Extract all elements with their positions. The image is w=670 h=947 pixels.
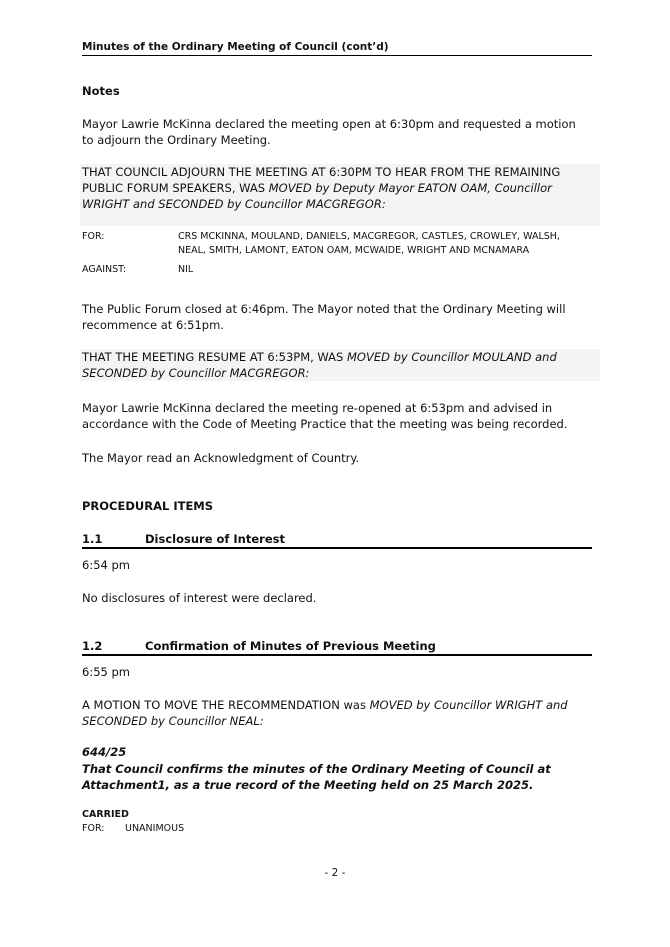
resolution-number: 644/25 [82,745,127,759]
vote-against-label: AGAINST: [82,264,127,275]
vote-against-value: NIL [178,264,194,275]
running-header: Minutes of the Ordinary Meeting of Council (cont’d) [82,41,592,56]
item-1-1-text: No disclosures of interest were declared. [82,591,317,605]
item-1-1-heading [82,532,592,549]
item-1-2-vote [82,823,382,837]
vote-for-value: CRS MCKINNA, MOULAND, DANIELS, MACGREGOR, CASTLES, CROWLEY, WALSH, NEAL, SMITH, LAMONT, EATON OAM, MCWAIDE, WRIGHT AND MCNAMARA [178,231,560,256]
page-number: - 2 - [324,867,346,879]
item-title: Confirmation of Minutes of Previous Meeting [145,639,436,653]
item-1-2-motion-moved: MOVED by Councillor WRIGHT and SECONDED by Councillor NEAL: [82,698,568,728]
forum-closed-paragraph: The Public Forum closed at 6:46pm. The Mayor noted that the Ordinary Meeting will recommence at 6:51pm. [82,302,566,332]
item-1-2-heading [82,639,592,656]
item-1-2-motion-lead: A MOTION TO MOVE THE RECOMMENDATION was [82,698,370,712]
vote-for-label: FOR: [82,823,105,834]
item-number: 1.1 [82,532,103,546]
vote-for-label: FOR: [82,231,105,242]
item-1-1-time: 6:54 pm [82,558,130,572]
adjourn-motion [80,164,600,226]
reopened-paragraph: Mayor Lawrie McKinna declared the meeting re-opened at 6:53pm and advised in accordance with the Code of Meeting Practice that the meeting was being recorded. [82,401,568,431]
resume-motion [80,349,600,381]
procedural-items-heading: PROCEDURAL ITEMS [82,499,214,513]
adjourn-vote-against [82,263,592,279]
item-title: Disclosure of Interest [145,532,285,546]
carried-label: CARRIED [82,809,129,820]
vote-for-value: UNANIMOUS [125,823,185,834]
adjourn-motion-lead: THAT COUNCIL ADJOURN THE MEETING AT 6:30PM TO HEAR FROM THE REMAINING PUBLIC FORUM SPEAKERS, WAS [82,165,561,195]
resolution-text: That Council confirms the minutes of the Ordinary Meeting of Council at Attachment1, as a true record of the Meeting held on 25 March 2025. [82,762,551,792]
acknowledgment-paragraph: The Mayor read an Acknowledgment of Country. [82,451,360,465]
notes-heading: Notes [82,84,120,98]
item-1-2-time: 6:55 pm [82,665,130,679]
resume-motion-lead: THAT THE MEETING RESUME AT 6:53PM, WAS [82,350,347,364]
opening-paragraph: Mayor Lawrie McKinna declared the meeting open at 6:30pm and requested a motion to adjourn the Ordinary Meeting. [82,117,576,147]
adjourn-motion-moved: MOVED by Deputy Mayor EATON OAM, Councillor WRIGHT and SECONDED by Councillor MACGREGOR: [82,181,552,211]
item-number: 1.2 [82,639,103,653]
item-1-2-motion [82,697,582,729]
adjourn-vote-for [82,230,592,260]
resume-motion-moved: MOVED by Councillor MOULAND and SECONDED by Councillor MACGREGOR: [82,350,557,380]
